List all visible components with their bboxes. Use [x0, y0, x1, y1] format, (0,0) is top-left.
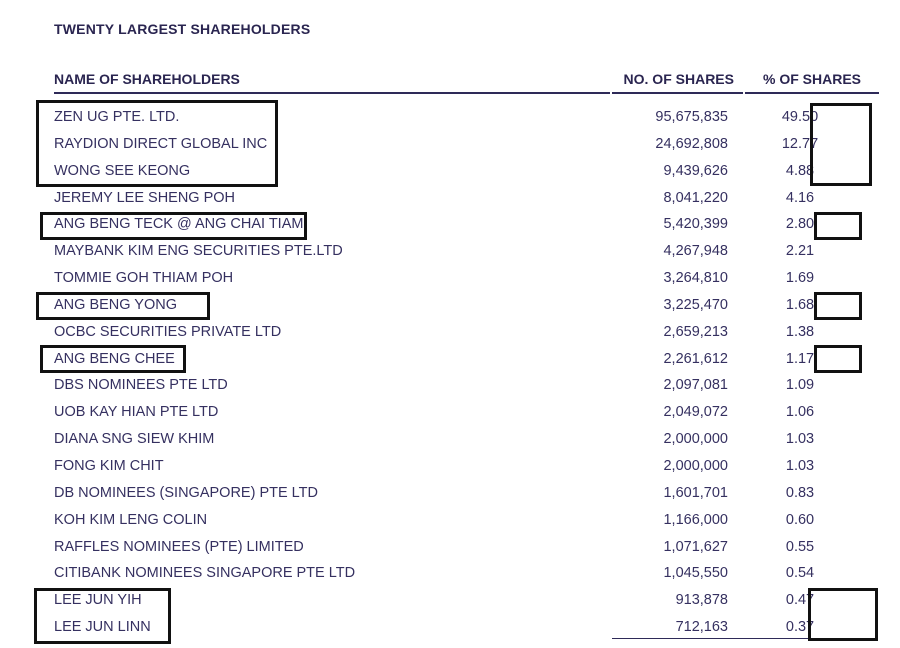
- table-row: [0, 427, 900, 454]
- table-row: [0, 320, 900, 347]
- shareholder-name: DB NOMINEES (SINGAPORE) PTE LTD: [54, 484, 318, 501]
- header-divider-gap: [610, 92, 612, 94]
- share-percent: 0.37: [785, 619, 815, 636]
- table-row: [0, 481, 900, 508]
- share-percent: 4.16: [785, 189, 815, 206]
- share-percent: 1.09: [785, 377, 815, 394]
- share-percent: 1.06: [785, 404, 815, 421]
- shareholder-name: TOMMIE GOH THIAM POH: [54, 270, 234, 287]
- shareholder-name: RAYDION DIRECT GLOBAL INC: [54, 135, 268, 152]
- shareholder-name: RAFFLES NOMINEES (PTE) LIMITED: [54, 538, 304, 555]
- share-count: 24,692,808: [655, 135, 728, 152]
- share-percent: 1.03: [785, 431, 815, 448]
- share-percent: 1.68: [785, 296, 815, 313]
- shareholder-name: LEE JUN LINN: [54, 619, 151, 636]
- share-count: 2,097,081: [663, 377, 728, 394]
- table-row: [0, 535, 900, 562]
- highlight-box: [36, 100, 278, 187]
- share-percent: 2.21: [785, 243, 815, 260]
- shareholder-name: WONG SEE KEONG: [54, 162, 191, 179]
- share-percent: 1.17: [785, 350, 815, 367]
- share-count: 913,878: [675, 592, 728, 609]
- table-row: [0, 239, 900, 266]
- table-row: [0, 266, 900, 293]
- share-count: 3,225,470: [663, 296, 728, 313]
- highlight-box: [814, 345, 862, 373]
- share-percent: 4.88: [785, 162, 815, 179]
- shareholder-name: KOH KIM LENG COLIN: [54, 511, 208, 528]
- shareholder-name: ANG BENG YONG: [54, 296, 178, 313]
- highlight-box: [40, 212, 307, 240]
- highlight-box: [36, 292, 210, 320]
- highlight-box: [34, 588, 171, 644]
- share-count: 1,601,701: [663, 484, 728, 501]
- shareholder-name: ZEN UG PTE. LTD.: [54, 109, 180, 125]
- table-row: [0, 561, 900, 588]
- share-count: 9,439,626: [663, 162, 728, 179]
- share-count: 2,000,000: [663, 431, 728, 448]
- table-row: [0, 508, 900, 535]
- page-title: TWENTY LARGEST SHAREHOLDERS: [54, 21, 311, 37]
- highlight-box: [808, 588, 878, 641]
- share-count: 1,166,000: [663, 511, 728, 528]
- share-count: 2,659,213: [663, 323, 728, 340]
- share-count: 95,675,835: [655, 109, 728, 125]
- table-row: [0, 186, 900, 213]
- share-count: 712,163: [675, 619, 728, 636]
- share-percent: 0.55: [785, 538, 815, 555]
- highlight-box: [810, 103, 872, 186]
- share-percent: 12.77: [781, 135, 819, 152]
- share-percent: 0.54: [785, 565, 815, 582]
- share-count: 2,261,612: [663, 350, 728, 367]
- shareholder-name: DIANA SNG SIEW KHIM: [54, 431, 215, 448]
- share-count: 8,041,220: [663, 189, 728, 206]
- share-count: 4,267,948: [663, 243, 728, 260]
- share-percent: 0.60: [785, 511, 815, 528]
- shareholder-name: ANG BENG TECK @ ANG CHAI TIAM: [54, 216, 304, 233]
- share-percent: 1.38: [785, 323, 815, 340]
- shareholder-name: JEREMY LEE SHENG POH: [54, 189, 236, 206]
- shareholder-name: UOB KAY HIAN PTE LTD: [54, 404, 219, 421]
- share-count: 1,045,550: [663, 565, 728, 582]
- shareholder-name: LEE JUN YIH: [54, 592, 142, 609]
- table-row: [0, 373, 900, 400]
- column-header-shares: NO. OF SHARES: [623, 71, 734, 87]
- shareholder-name: MAYBANK KIM ENG SECURITIES PTE.LTD: [54, 243, 343, 260]
- column-header-name: NAME OF SHAREHOLDERS: [54, 71, 240, 87]
- share-percent: 1.69: [785, 270, 815, 287]
- share-count: 2,049,072: [663, 404, 728, 421]
- table-row: [0, 454, 900, 481]
- header-divider: [54, 92, 879, 94]
- column-header-pct: % OF SHARES: [763, 71, 862, 87]
- shareholder-name: CITIBANK NOMINEES SINGAPORE PTE LTD: [54, 565, 356, 582]
- highlight-box: [814, 292, 862, 320]
- highlight-box: [40, 345, 186, 373]
- share-percent: 0.83: [785, 484, 815, 501]
- shareholder-name: FONG KIM CHIT: [54, 457, 164, 474]
- shareholder-name: ANG BENG CHEE: [54, 350, 175, 367]
- share-count: 3,264,810: [663, 270, 728, 287]
- share-count: 1,071,627: [663, 538, 728, 555]
- share-count: 2,000,000: [663, 457, 728, 474]
- shareholder-name: OCBC SECURITIES PRIVATE LTD: [54, 323, 282, 340]
- share-count: 5,420,399: [663, 216, 728, 233]
- share-percent: 2.80: [785, 216, 815, 233]
- share-percent: 1.03: [785, 457, 815, 474]
- share-percent: 0.47: [785, 592, 815, 609]
- share-percent: 49.50: [781, 109, 819, 125]
- header-divider-gap: [743, 92, 745, 94]
- table-row: [0, 400, 900, 427]
- highlight-box: [814, 212, 862, 240]
- shareholder-name: DBS NOMINEES PTE LTD: [54, 377, 228, 394]
